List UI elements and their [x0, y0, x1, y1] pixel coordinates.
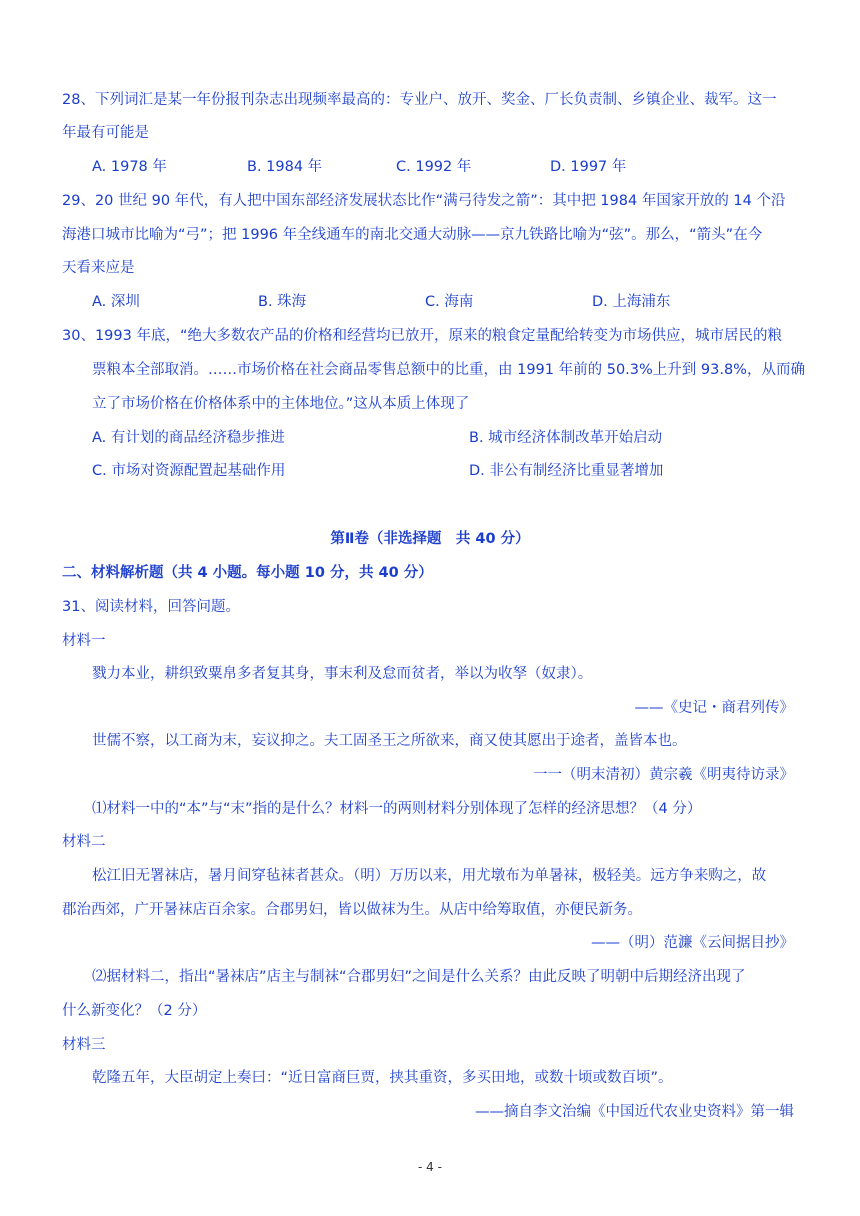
- q30-option-a: A. 有计划的商品经济稳步推进: [92, 430, 285, 446]
- section-heading: 二、材料解析题（共 4 小题。每小题 10 分，共 40 分）: [62, 565, 433, 581]
- q29-option-c: C. 海南: [425, 294, 474, 310]
- sub-question-2-line2: 什么新变化？（2 分）: [62, 1003, 207, 1019]
- material1-label: 材料一: [62, 633, 106, 649]
- q29-stem-line1: 29、20 世纪 90 年代，有人把中国东部经济发展状态比作“满弓待发之箭”：其中把 1984 年国家开放的 14 个沿: [62, 193, 786, 209]
- q30-stem-line1: 30、1993 年底，“绝大多数农产品的价格和经营均已放开，原来的粮食定量配给转变为市场供应，城市居民的粮: [62, 328, 782, 344]
- q28-options: [92, 157, 792, 177]
- q28-option-c: C. 1992 年: [396, 159, 472, 175]
- q30-stem-line3: 立了市场价格在价格体系中的主体地位。”这从本质上体现了: [92, 396, 470, 412]
- q30-option-c: C. 市场对资源配置起基础作用: [92, 463, 286, 479]
- page-number: - 4 -: [418, 1160, 442, 1174]
- material2-text1: 松江旧无署袜店，暑月间穿毡袜者甚众。（明）万历以来，用尤墩布为单暑袜，极轻美。远方争来购之，故: [92, 868, 767, 884]
- sub-question-2-line1: ⑵据材料二，指出“暑袜店”店主与制袜“合郡男妇”之间是什么关系？由此反映了明朝中后期经济出现了: [92, 969, 746, 985]
- material1-text1: 戮力本业，耕织致粟帛多者复其身，事末利及怠而贫者，举以为收孥（奴隶）。: [92, 666, 593, 682]
- q29-stem-line2: 海港口城市比喻为“弓”；把 1996 年全线通车的南北交通大动脉——京九铁路比喻为“弦”。那么，“箭头”在今: [62, 227, 763, 243]
- material1-text2: 世儒不察，以工商为末，妄议抑之。夫工固圣王之所欲来，商又使其愿出于途者，盖皆本也。: [92, 733, 687, 749]
- section-title: 第Ⅱ卷（非选择题 共 40 分）: [330, 531, 530, 547]
- q30-options-row1: [92, 428, 792, 448]
- q28-option-a: A. 1978 年: [92, 159, 167, 175]
- q29-options: [92, 292, 792, 312]
- q30-options-row2: [92, 461, 792, 481]
- material3-label: 材料三: [62, 1037, 106, 1053]
- q29-option-a: A. 深圳: [92, 294, 140, 310]
- q28-option-b: B. 1984 年: [247, 159, 323, 175]
- material1-source2: 一一（明末清初）黄宗羲《明夷待访录》: [533, 767, 794, 783]
- q29-option-d: D. 上海浦东: [592, 294, 671, 310]
- q31-intro: 31、阅读材料，回答问题。: [62, 599, 240, 615]
- q29-option-b: B. 珠海: [258, 294, 307, 310]
- material3-text: 乾隆五年，大臣胡定上奏曰：“近日富商巨贾，挟其重资，多买田地，或数十顷或数百顷”。: [92, 1070, 673, 1086]
- q30-stem-line2: 票粮本全部取消。……市场价格在社会商品零售总额中的比重，由 1991 年前的 50.3%上升到 93.8%，从而确: [92, 362, 805, 378]
- q30-option-d: D. 非公有制经济比重显著增加: [469, 463, 664, 479]
- material3-source: ——摘自李文治编《中国近代农业史资料》第一辑: [475, 1104, 794, 1120]
- q28-stem-line1: 28、下列词汇是某一年份报刊杂志出现频率最高的：专业户、放开、奖金、厂长负责制、乡镇企业、裁军。这一: [62, 92, 777, 108]
- material2-source: ——（明）范濂《云间据目抄》: [591, 935, 794, 951]
- q28-stem-line2: 年最有可能是: [62, 125, 149, 141]
- material2-text2: 郡治西郊，广开暑袜店百余家。合郡男妇，皆以做袜为生。从店中给筹取值，亦便民新务。: [62, 902, 642, 918]
- sub-question-1: ⑴材料一中的“本”与“末”指的是什么？材料一的两则材料分别体现了怎样的经济思想？（4 分）: [92, 801, 702, 817]
- material2-label: 材料二: [62, 834, 106, 850]
- q29-stem-line3: 天看来应是: [62, 260, 135, 276]
- q28-option-d: D. 1997 年: [550, 159, 627, 175]
- material1-source1: ——《史记・商君列传》: [634, 700, 794, 716]
- q30-option-b: B. 城市经济体制改革开始启动: [469, 430, 663, 446]
